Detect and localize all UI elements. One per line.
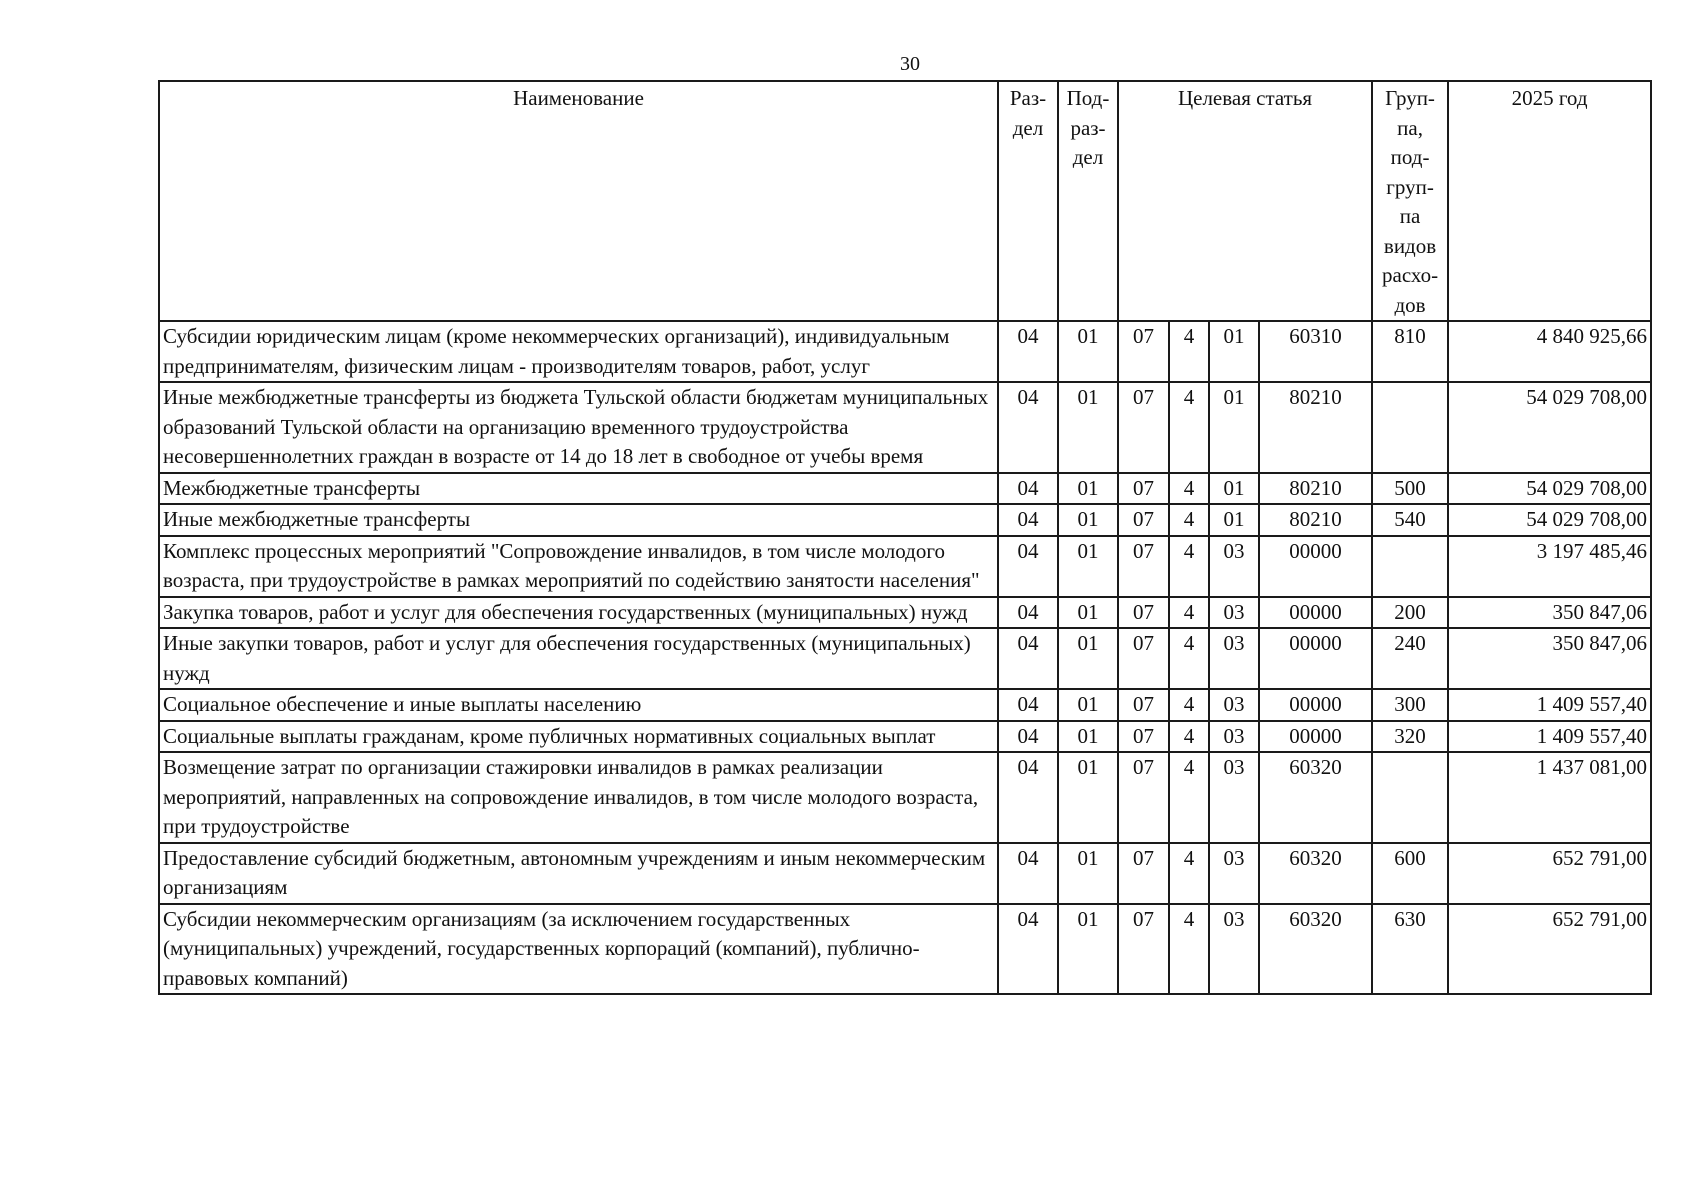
table-row <box>159 721 1651 753</box>
cell-target-direction: 60320 <box>1259 904 1372 995</box>
cell-section: 04 <box>998 321 1058 382</box>
cell-target-type: 4 <box>1169 473 1209 505</box>
cell-expense-group: 630 <box>1372 904 1448 995</box>
cell-amount: 1 409 557,40 <box>1448 721 1651 753</box>
cell-name: Социальное обеспечение и иные выплаты населению <box>159 689 998 721</box>
cell-amount: 54 029 708,00 <box>1448 473 1651 505</box>
cell-section: 04 <box>998 473 1058 505</box>
header-name: Наименование <box>159 81 998 321</box>
cell-target-program: 07 <box>1118 843 1169 904</box>
cell-amount: 350 847,06 <box>1448 628 1651 689</box>
cell-expense-group: 300 <box>1372 689 1448 721</box>
table-row <box>159 504 1651 536</box>
cell-target-complex: 03 <box>1209 843 1259 904</box>
table-row <box>159 843 1651 904</box>
table-header-row <box>159 81 1651 321</box>
cell-name: Субсидии некоммерческим организациям (за исключением государственных (муниципальных) учреждений, государственных корпораций (компаний), публично-правовых компаний) <box>159 904 998 995</box>
cell-name: Предоставление субсидий бюджетным, автономным учреждениям и иным некоммерческим организациям <box>159 843 998 904</box>
cell-target-type: 4 <box>1169 536 1209 597</box>
cell-name: Закупка товаров, работ и услуг для обеспечения государственных (муниципальных) нужд <box>159 597 998 629</box>
cell-expense-group <box>1372 536 1448 597</box>
cell-target-complex: 03 <box>1209 536 1259 597</box>
cell-target-direction: 00000 <box>1259 721 1372 753</box>
cell-target-program: 07 <box>1118 904 1169 995</box>
cell-expense-group: 600 <box>1372 843 1448 904</box>
cell-target-type: 4 <box>1169 504 1209 536</box>
cell-section: 04 <box>998 904 1058 995</box>
cell-target-complex: 01 <box>1209 321 1259 382</box>
cell-target-direction: 80210 <box>1259 382 1372 473</box>
cell-target-complex: 01 <box>1209 504 1259 536</box>
cell-target-type: 4 <box>1169 382 1209 473</box>
cell-target-complex: 01 <box>1209 382 1259 473</box>
cell-subsection: 01 <box>1058 321 1118 382</box>
cell-section: 04 <box>998 382 1058 473</box>
cell-target-program: 07 <box>1118 721 1169 753</box>
cell-target-program: 07 <box>1118 536 1169 597</box>
cell-section: 04 <box>998 628 1058 689</box>
cell-target-type: 4 <box>1169 904 1209 995</box>
table-row <box>159 382 1651 473</box>
cell-target-direction: 00000 <box>1259 597 1372 629</box>
cell-expense-group <box>1372 382 1448 473</box>
cell-target-complex: 03 <box>1209 689 1259 721</box>
cell-target-complex: 03 <box>1209 904 1259 995</box>
cell-name: Возмещение затрат по организации стажировки инвалидов в рамках реализации мероприятий, направленных на сопровождение инвалидов, в том числе молодого возраста, при трудоустройстве <box>159 752 998 843</box>
cell-target-complex: 03 <box>1209 721 1259 753</box>
cell-amount: 3 197 485,46 <box>1448 536 1651 597</box>
cell-target-direction: 00000 <box>1259 689 1372 721</box>
cell-target-direction: 60320 <box>1259 752 1372 843</box>
cell-target-type: 4 <box>1169 321 1209 382</box>
cell-target-program: 07 <box>1118 752 1169 843</box>
cell-target-complex: 01 <box>1209 473 1259 505</box>
cell-target-program: 07 <box>1118 597 1169 629</box>
cell-target-type: 4 <box>1169 721 1209 753</box>
cell-subsection: 01 <box>1058 752 1118 843</box>
budget-table <box>158 80 1652 995</box>
cell-section: 04 <box>998 689 1058 721</box>
cell-subsection: 01 <box>1058 473 1118 505</box>
cell-name: Иные закупки товаров, работ и услуг для обеспечения государственных (муниципальных) нужд <box>159 628 998 689</box>
cell-amount: 1 437 081,00 <box>1448 752 1651 843</box>
cell-target-direction: 80210 <box>1259 504 1372 536</box>
cell-target-program: 07 <box>1118 473 1169 505</box>
cell-target-type: 4 <box>1169 689 1209 721</box>
cell-target-complex: 03 <box>1209 752 1259 843</box>
cell-target-direction: 80210 <box>1259 473 1372 505</box>
table-row <box>159 321 1651 382</box>
cell-target-type: 4 <box>1169 597 1209 629</box>
cell-name: Иные межбюджетные трансферты <box>159 504 998 536</box>
header-target-article: Целевая статья <box>1118 81 1372 321</box>
table-row <box>159 752 1651 843</box>
cell-target-complex: 03 <box>1209 628 1259 689</box>
cell-amount: 1 409 557,40 <box>1448 689 1651 721</box>
cell-subsection: 01 <box>1058 721 1118 753</box>
cell-target-complex: 03 <box>1209 597 1259 629</box>
cell-expense-group <box>1372 752 1448 843</box>
cell-subsection: 01 <box>1058 689 1118 721</box>
cell-amount: 54 029 708,00 <box>1448 382 1651 473</box>
cell-section: 04 <box>998 721 1058 753</box>
header-subsection: Под- раз- дел <box>1058 81 1118 321</box>
cell-expense-group: 500 <box>1372 473 1448 505</box>
table-row <box>159 597 1651 629</box>
cell-target-type: 4 <box>1169 752 1209 843</box>
cell-amount: 652 791,00 <box>1448 904 1651 995</box>
table-body <box>159 321 1651 994</box>
cell-target-type: 4 <box>1169 843 1209 904</box>
cell-target-program: 07 <box>1118 321 1169 382</box>
cell-amount: 54 029 708,00 <box>1448 504 1651 536</box>
cell-subsection: 01 <box>1058 382 1118 473</box>
header-year: 2025 год <box>1448 81 1651 321</box>
cell-target-program: 07 <box>1118 504 1169 536</box>
table-row <box>159 689 1651 721</box>
cell-expense-group: 810 <box>1372 321 1448 382</box>
cell-name: Субсидии юридическим лицам (кроме некоммерческих организаций), индивидуальным предпринимателям, физическим лицам - производителям товаров, работ, услуг <box>159 321 998 382</box>
cell-subsection: 01 <box>1058 504 1118 536</box>
cell-expense-group: 320 <box>1372 721 1448 753</box>
cell-target-direction: 00000 <box>1259 536 1372 597</box>
cell-name: Межбюджетные трансферты <box>159 473 998 505</box>
cell-subsection: 01 <box>1058 536 1118 597</box>
cell-amount: 4 840 925,66 <box>1448 321 1651 382</box>
cell-subsection: 01 <box>1058 843 1118 904</box>
header-expense-group: Груп- па, под- груп- па видов расхо- дов <box>1372 81 1448 321</box>
cell-name: Комплекс процессных мероприятий "Сопровождение инвалидов, в том числе молодого возраста, при трудоустройстве в рамках мероприятий по содействию занятости населения" <box>159 536 998 597</box>
page-number: 30 <box>900 53 920 75</box>
table-row <box>159 904 1651 995</box>
cell-target-direction: 60310 <box>1259 321 1372 382</box>
cell-target-program: 07 <box>1118 689 1169 721</box>
cell-name: Иные межбюджетные трансферты из бюджета Тульской области бюджетам муниципальных образований Тульской области на организацию временного трудоустройства несовершеннолетних граждан в возрасте от 14 до 18 лет в свободное от учебы время <box>159 382 998 473</box>
table-row <box>159 536 1651 597</box>
cell-subsection: 01 <box>1058 597 1118 629</box>
cell-target-program: 07 <box>1118 628 1169 689</box>
cell-target-direction: 00000 <box>1259 628 1372 689</box>
cell-expense-group: 540 <box>1372 504 1448 536</box>
table-row <box>159 473 1651 505</box>
cell-target-direction: 60320 <box>1259 843 1372 904</box>
cell-expense-group: 240 <box>1372 628 1448 689</box>
cell-amount: 350 847,06 <box>1448 597 1651 629</box>
cell-section: 04 <box>998 843 1058 904</box>
cell-amount: 652 791,00 <box>1448 843 1651 904</box>
cell-target-type: 4 <box>1169 628 1209 689</box>
cell-section: 04 <box>998 752 1058 843</box>
table-row <box>159 628 1651 689</box>
cell-expense-group: 200 <box>1372 597 1448 629</box>
header-section: Раз- дел <box>998 81 1058 321</box>
cell-section: 04 <box>998 536 1058 597</box>
cell-section: 04 <box>998 597 1058 629</box>
cell-target-program: 07 <box>1118 382 1169 473</box>
cell-subsection: 01 <box>1058 904 1118 995</box>
cell-subsection: 01 <box>1058 628 1118 689</box>
cell-section: 04 <box>998 504 1058 536</box>
cell-name: Социальные выплаты гражданам, кроме публичных нормативных социальных выплат <box>159 721 998 753</box>
